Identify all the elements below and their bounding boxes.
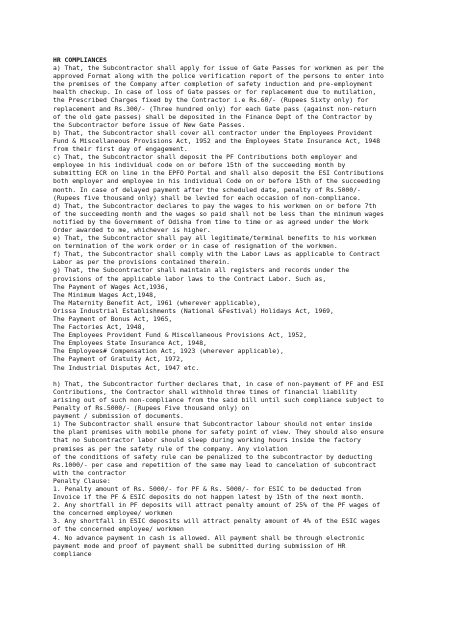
text-line: e) That, the Subcontractor shall pay all legitimate/terminal benefits to his workmen: [53, 234, 377, 243]
text-line: f) That, the Subcontractor shall comply with the Labor Laws as applicable to Contract: [53, 250, 381, 259]
text-line: Penalty of Rs.5000/- (Rupees Five thousand only) on: [53, 404, 250, 413]
text-line: that no Subcontractor labor should sleep during working hours inside the factory: [53, 436, 361, 445]
text-line: month. In case of delayed payment after the scheduled date, penalty of Rs.5000/-: [53, 185, 361, 194]
text-line: The Factories Act, 1948,: [53, 323, 146, 332]
text-line: Invoice if the PF & ESIC deposits do not happen latest by 15th of the next month.: [53, 493, 365, 502]
text-line: a) That, the Subcontractor shall apply for issue of Gate Passes for workmen as per the: [53, 64, 384, 73]
text-line: Orissa Industrial Establishments (National &Festival) Holidays Act, 1969,: [53, 306, 334, 315]
text-line: The Minimum Wages Act,1948,: [53, 290, 157, 299]
text-line: i) The Subcontractor shall ensure that Subcontractor labour should not enter inside: [53, 420, 373, 429]
text-line: approved Format along with the police verification report of the persons to enter into: [53, 72, 384, 81]
section-heading: HR COMPLIANCES: [53, 56, 107, 64]
document-page: [53, 56, 473, 558]
text-line: notified by the Government of Odisha from time to time or as agreed under the Work: [53, 217, 369, 226]
text-line: of the old gate passes) shall be deposited in the Finance Dept of the Contractor by: [53, 112, 373, 121]
text-line: submitting ECR on line in the EPFO Portal and shall also deposit the ESI Contributions: [53, 169, 384, 178]
text-line: of the conditions of safety rule can be penalized to the subcontractor by deducting: [53, 452, 373, 461]
text-line: the Subcontractor before issue of New Gate Passes.: [53, 120, 246, 129]
text-line: d) That, the Subcontractor declares to pay the wages to his workmen on or before 7th: [53, 201, 377, 210]
text-line: both employer and employee in his individual Code on or before 15th of the succeeding: [53, 177, 381, 186]
text-line: (Rupees five thousand only) shall be levied for each occasion of non-compliance.: [53, 193, 361, 202]
text-line: arising out of such non-compliance from the said bill until such compliance subject to: [53, 395, 384, 404]
text-line: Penalty Clause:: [53, 476, 111, 485]
text-line: compliance: [53, 549, 92, 558]
text-line: Fund & Miscellaneous Provisions Act, 1952 and the Employees State Insurance Act, 1948: [53, 136, 381, 145]
text-line: of the succeeding month and the wages so paid shall not be less than the minimum wages: [53, 209, 384, 218]
text-line: b) That, the Subcontractor shall cover all contractor under the Employees Provident: [53, 128, 373, 137]
text-line: premises as per the safety rule of the company. Any violation: [53, 444, 288, 453]
text-line: c) That, the Subcontractor shall deposit the PF Contributions both employer and: [53, 153, 357, 162]
text-line: The Employees Provident Fund & Miscellaneous Provisions Act, 1952,: [53, 331, 307, 340]
text-line: The Payment of Bonus Act, 1965,: [53, 315, 173, 323]
text-line: The Payment of Gratuity Act, 1972,: [53, 355, 184, 364]
text-line: Rs.1000/- per case and repetition of the same may lead to cancelation of subcontract: [53, 460, 377, 469]
text-line: Order awarded to me, whichever is higher.: [53, 225, 211, 234]
blank-line: [53, 372, 473, 380]
text-line: on termination of the work order or in case of resignation of the workmen.: [53, 242, 338, 251]
text-line: 4. No advance payment in cash is allowed. All payment shall be through electronic: [53, 533, 365, 542]
text-line: of the concerned employee/ workmen: [53, 525, 184, 534]
text-line: the Prescribed Charges fixed by the Contractor i.e Rs.60/- (Rupees Sixty only) for: [53, 96, 369, 105]
text-line: from their first day of engagement.: [53, 145, 188, 154]
text-line: replacement and Rs.300/- (Three hundred only) for each Gate pass (against non-return: [53, 104, 377, 113]
text-line: health checkup. In case of loss of Gate passes or for replacement due to mutilation,: [53, 88, 377, 97]
text-line: Contributions, the Contractor shall withhold three times of financial liability: [53, 387, 357, 396]
text-line: 1. Penalty amount of Rs. 5000/- for PF & Rs. 5000/- for ESIC to be deducted from: [53, 484, 361, 493]
text-line: employee in his individual code on or before 15th of the succeeding month by: [53, 161, 346, 170]
text-line: The Employees# Compensation Act, 1923 (wherever applicable),: [53, 347, 284, 356]
text-line: provisions of the applicable labor laws to the Contract Labor. Such as,: [53, 274, 327, 283]
text-line: Labor as per the provisions contained therein.: [53, 258, 230, 267]
text-line: 2. Any shortfall in PF deposits will attract penalty amount of 25% of the PF wages of: [53, 501, 381, 510]
document-body: [53, 64, 473, 558]
text-line: the plant premises with mobile phone for safety point of view. They should also ensure: [53, 428, 384, 437]
text-line: g) That, the Subcontractor shall maintain all registers and records under the: [53, 266, 350, 275]
text-line: The Maternity Benefit Act, 1961 (wherever applicable),: [53, 298, 261, 307]
text-line: The Payment of Wages Act,1936,: [53, 282, 169, 291]
text-line: the concerned employee/ workmen: [53, 509, 173, 518]
text-line: h) That, the Subcontractor further declares that, in case of non-payment of PF and ESI: [53, 379, 384, 388]
text-line: payment mode and proof of payment shall be submitted during submission of HR: [53, 541, 346, 550]
text-line: The Employees State Insurance Act, 1948,: [53, 339, 207, 348]
text-line: with the contractor: [53, 468, 127, 477]
text-line: payment / submission of documents.: [53, 412, 184, 421]
text-line: The Industrial Disputes Act, 1947 etc.: [53, 363, 200, 372]
text-line: the premises of the Company after completion of safety induction and pre-employment: [53, 80, 373, 89]
text-line: 3. Any shortfall in ESIC deposits will attract penalty amount of 4% of the ESIC wages: [53, 517, 381, 526]
